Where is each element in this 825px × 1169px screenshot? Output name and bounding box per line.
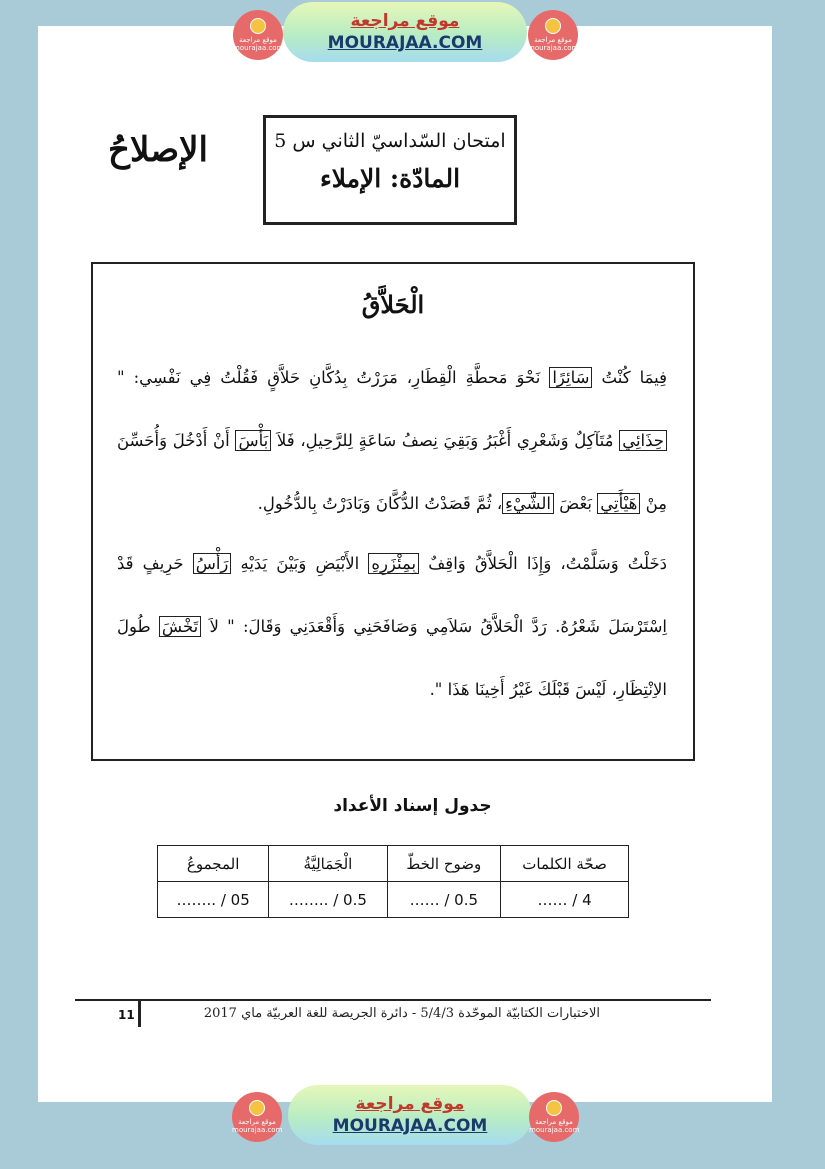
- site-name-arabic: موقع مراجعة: [350, 11, 460, 31]
- header-cell: الْجَمَالِيَّةُ: [269, 846, 387, 882]
- score-cell: …… / 4: [501, 882, 629, 918]
- text-segment: نَحْوَ مَحطَّةِ الْقِطَارِ، مَرَرْتُ بِدُكَّانِ حَلاَّقٍ فَقُلْتُ فِي نَفْسِي: ": [117, 368, 550, 387]
- site-logo-icon: موقع مراجعة mourajaa.com: [528, 10, 578, 60]
- corrected-word: رَأْسُ: [193, 553, 232, 574]
- text-segment: لَيْسَ قَبْلَكَ غَيْرُ أَخِينَا هَذَا ".: [429, 680, 607, 699]
- grading-table: [157, 845, 629, 918]
- paragraph-1: [117, 346, 667, 535]
- text-segment: أَنْ أَدْخُلَ وَأُحَسِّنَ مِنْ: [117, 431, 667, 513]
- header-cell: وضوح الخطّ: [387, 846, 501, 882]
- corrected-word: حِذَائِي: [619, 430, 667, 451]
- header-cell: صحّة الكلمات: [501, 846, 629, 882]
- paragraph-2: [117, 532, 667, 721]
- grading-score-row: [158, 882, 629, 918]
- site-name-arabic: موقع مراجعة: [355, 1094, 465, 1114]
- site-logo-icon: موقع مراجعة mourajaa.com: [233, 10, 283, 60]
- text-segment: طُولَ الاِنْتِظَارِ،: [117, 617, 667, 699]
- page-number-divider: [138, 1001, 141, 1027]
- corrected-word: بَأْسَ: [235, 430, 271, 451]
- grading-table-title: جدول إسناد الأعداد: [333, 796, 492, 816]
- text-segment: دَخَلْتُ وَسَلَّمْتُ، وَإِذَا الْحَلاَّقُ وَاقِفٌ: [419, 554, 668, 573]
- corrected-word: سَائِرًا: [549, 367, 592, 388]
- text-segment: فِيمَا كُنْتُ: [592, 368, 668, 387]
- exam-subject: المادّة: الإملاء: [319, 164, 461, 193]
- score-cell: …….. / 05: [158, 882, 269, 918]
- corrected-word: الشَّيْءِ: [502, 493, 554, 514]
- score-cell: …….. / 0.5: [269, 882, 387, 918]
- corrected-word: تَخْشَ: [159, 616, 201, 637]
- site-logo-icon: موقع مراجعة mourajaa.com: [529, 1092, 579, 1142]
- corrected-word: هَيْأَتِي: [597, 493, 640, 514]
- corrected-word: بِمِئْزَرِهِ: [368, 553, 419, 574]
- text-segment: بَعْضَ: [554, 494, 598, 513]
- dictation-text-frame: [91, 262, 695, 761]
- correction-label: الإصلاحُ: [108, 130, 208, 170]
- exam-title: امتحان السّداسيّ الثاني س 5: [274, 130, 506, 152]
- footer-text: الاختبارات الكتابيّة الموحّدة 5/4/3 - دائرة الجريصة للغة العربيّة ماي 2017: [203, 1006, 600, 1021]
- site-banner-link[interactable]: [288, 1085, 532, 1145]
- grading-header-row: [158, 846, 629, 882]
- watermark-bottom: [0, 1082, 825, 1152]
- text-segment: حَرِيفٍ قَدْ: [117, 554, 193, 573]
- text-title: الْحَلاَّقُ: [361, 290, 425, 319]
- site-name-latin: MOURAJAA.COM: [332, 1116, 488, 1136]
- text-segment: مُتَآكِلٌ وَشَعْرِي أَغْبَرُ وَبَقِيَ نِصفُ سَاعَةٍ لِلرَّحِيلِ، فَلاَ: [271, 431, 620, 450]
- text-segment: ، ثُمَّ قَصَدْتُ الدُّكَّانَ وَبَادَرْتُ بِالدُّخُولِ.: [257, 494, 503, 513]
- watermark-top: [0, 0, 825, 70]
- site-logo-icon: موقع مراجعة mourajaa.com: [232, 1092, 282, 1142]
- exam-header-box: [263, 115, 517, 225]
- text-segment: اِسْتَرْسَلَ شَعْرُهُ. رَدَّ الْحَلاَّقُ سَلاَمِي وَصَافَحَنِي وَأَقْعَدَنِي وَقَالَ: " لاَ: [201, 617, 668, 636]
- text-segment: الأَبْيَضِ وَبَيْنَ يَدَيْهِ: [231, 554, 369, 573]
- header-cell: المجموعُ: [158, 846, 269, 882]
- site-banner-link[interactable]: [283, 2, 527, 62]
- footer-divider: [75, 999, 711, 1001]
- site-name-latin: MOURAJAA.COM: [327, 33, 483, 53]
- score-cell: …… / 0.5: [387, 882, 501, 918]
- page-number: 11: [118, 1008, 135, 1022]
